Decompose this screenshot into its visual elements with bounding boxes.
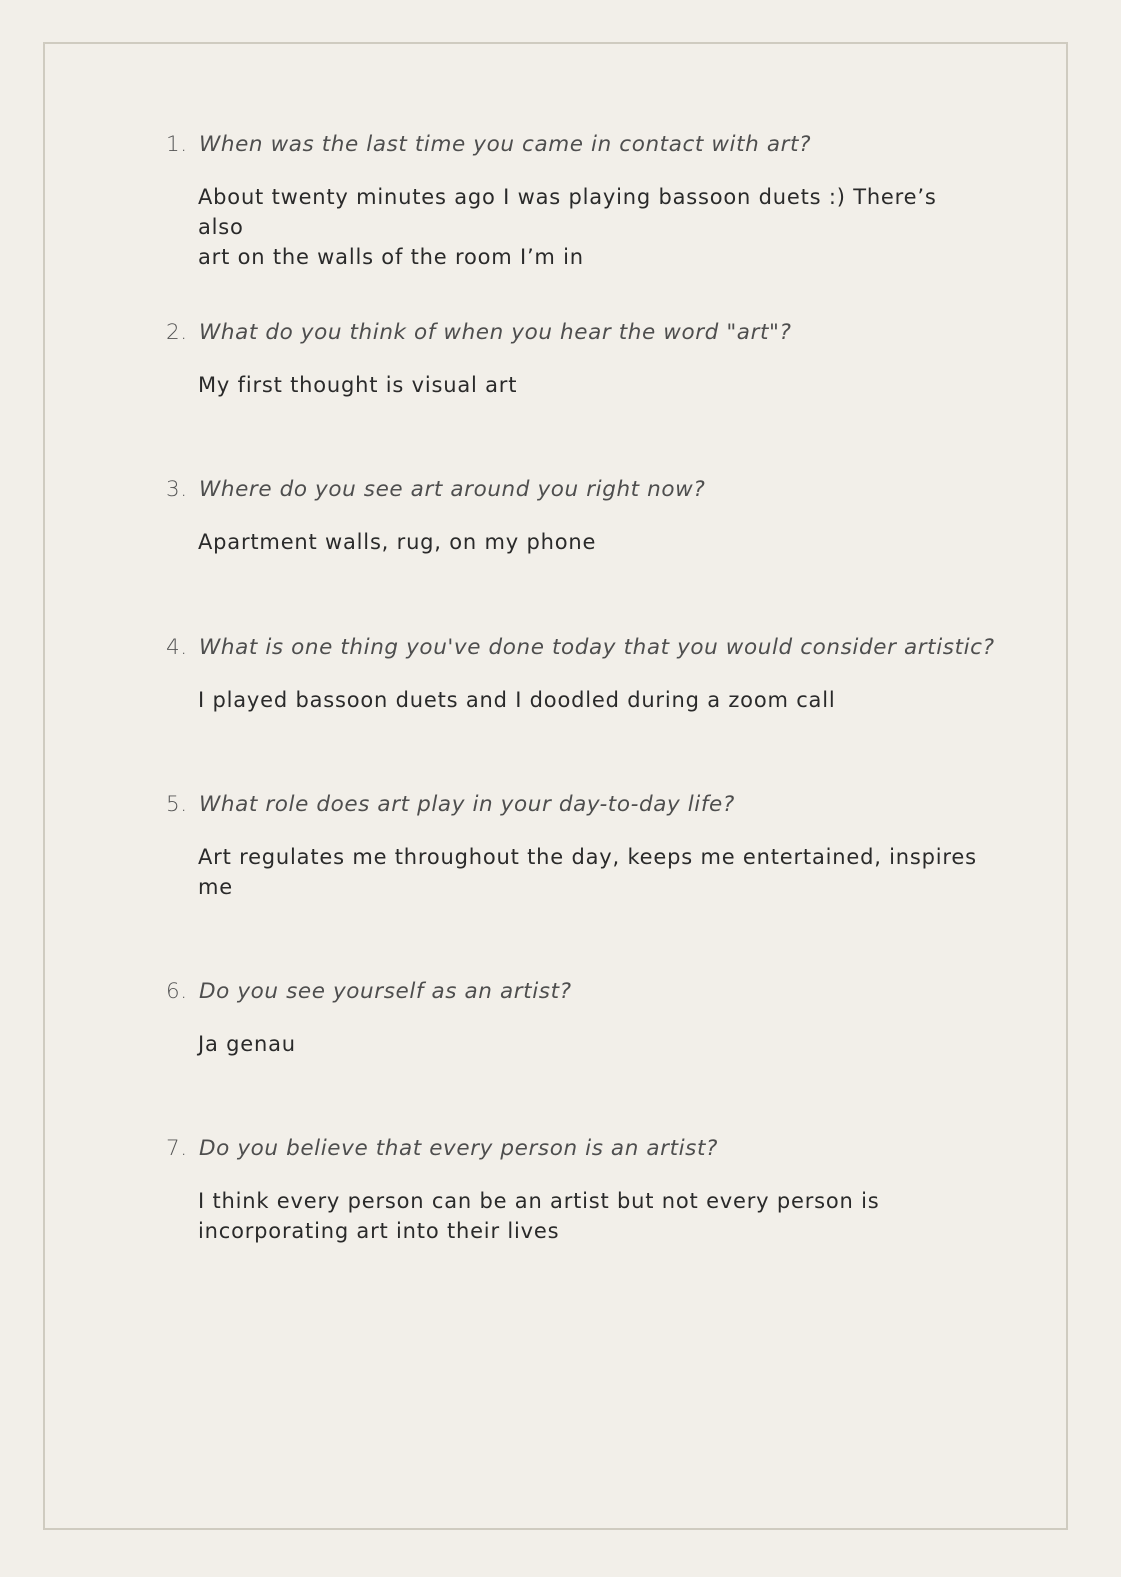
question-6	[166, 977, 966, 1007]
qa-item-4	[166, 633, 995, 715]
question-text: Do you see yourself as an artist?	[199, 979, 572, 1004]
question-1	[166, 130, 966, 160]
answer-1	[198, 182, 978, 272]
question-2	[166, 318, 966, 348]
answer-line: Art regulates me throughout the day, keeps me entertained, inspires	[198, 845, 977, 869]
question-number: 5.	[166, 792, 188, 817]
answer-line: I think every person can be an artist but not every person is	[198, 1189, 880, 1213]
question-5	[166, 790, 966, 820]
question-number: 4.	[166, 635, 188, 660]
answer-line: I played bassoon duets and I doodled during a zoom call	[198, 688, 836, 712]
answer-line: art on the walls of the room I’m in	[198, 245, 584, 269]
qa-item-7	[166, 1134, 966, 1246]
answer-2	[198, 370, 978, 400]
qa-item-3	[166, 475, 966, 557]
answer-line: My first thought is visual art	[198, 373, 518, 397]
qa-item-5	[166, 790, 977, 902]
answer-line: incorporating art into their lives	[198, 1219, 560, 1243]
answer-3	[198, 527, 978, 557]
question-text: Do you believe that every person is an artist?	[199, 1136, 719, 1161]
question-text: When was the last time you came in contact with art?	[199, 132, 812, 157]
question-7	[166, 1134, 966, 1164]
answer-line: me	[198, 875, 233, 899]
question-number: 7.	[166, 1136, 188, 1161]
question-text: What role does art play in your day-to-day life?	[199, 792, 735, 817]
question-3	[166, 475, 966, 505]
qa-item-6	[166, 977, 966, 1059]
answer-line: Apartment walls, rug, on my phone	[198, 530, 597, 554]
qa-item-1	[166, 130, 966, 272]
question-4	[166, 633, 995, 663]
question-number: 1.	[166, 132, 188, 157]
answer-7	[198, 1186, 978, 1246]
question-text: What is one thing you've done today that you would consider artistic?	[199, 635, 995, 660]
question-number: 6.	[166, 979, 188, 1004]
question-number: 2.	[166, 320, 188, 345]
question-text: What do you think of when you hear the word "art"?	[199, 320, 792, 345]
answer-4	[198, 685, 978, 715]
answer-line: Ja genau	[198, 1032, 296, 1056]
answer-5	[198, 842, 978, 902]
question-text: Where do you see art around you right now?	[199, 477, 706, 502]
qa-item-2	[166, 318, 966, 400]
answer-line: About twenty minutes ago I was playing bassoon duets :) There’s also	[198, 185, 937, 239]
answer-6	[198, 1029, 978, 1059]
question-number: 3.	[166, 477, 188, 502]
